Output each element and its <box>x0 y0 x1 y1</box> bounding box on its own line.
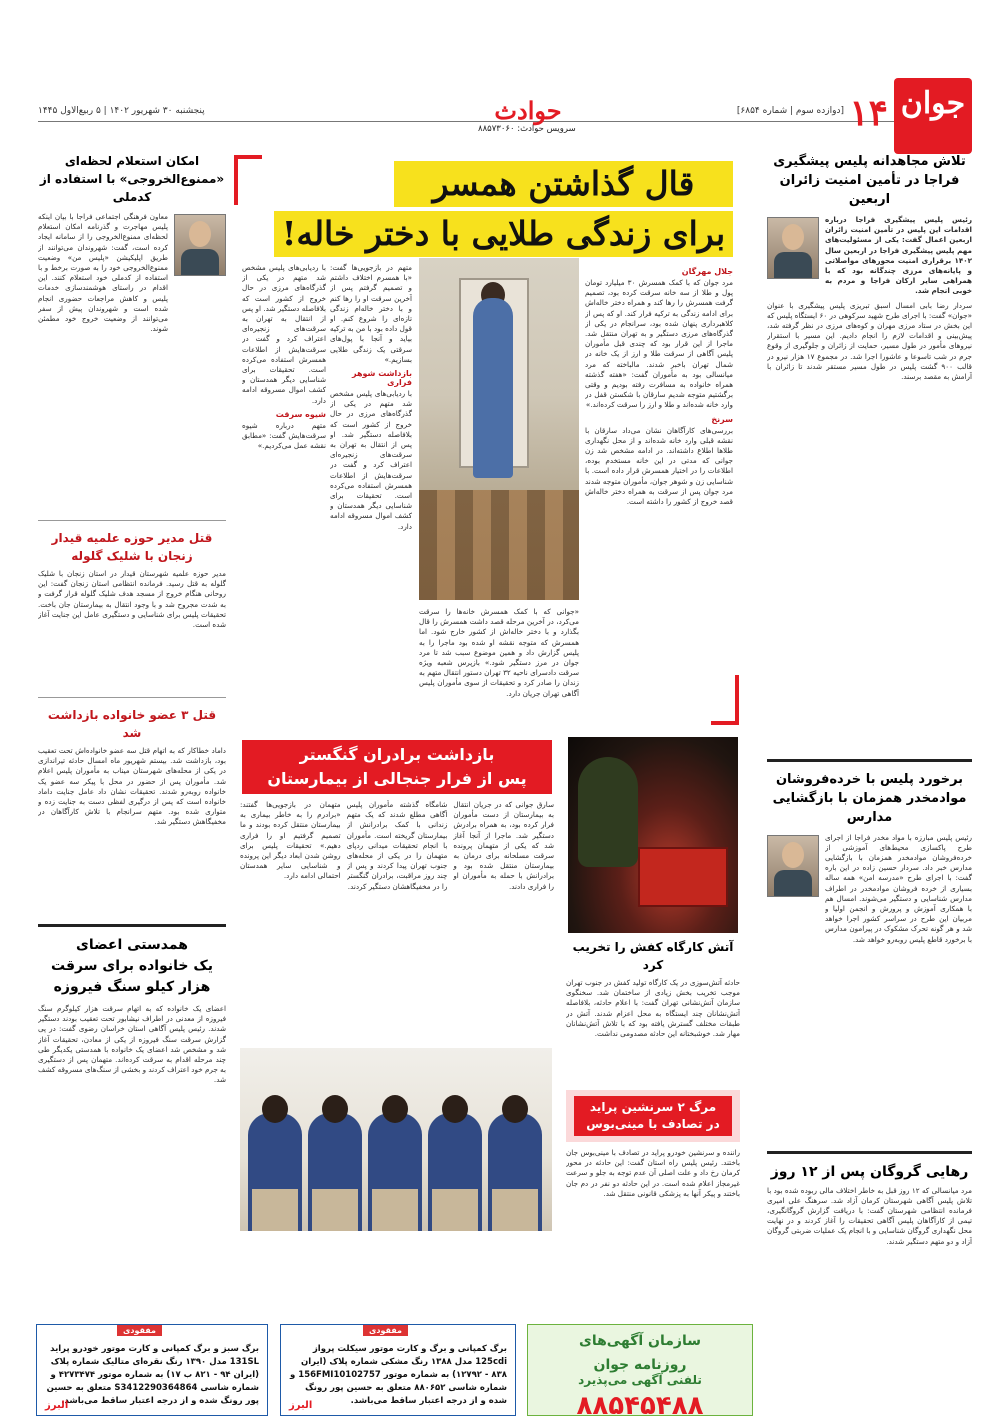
story-body: مدیر حوزه علمیه شهرستان قیدار در استان زنجان با شلیک گلوله به قتل رسید. فرمانده انتظامی استان زنجان گفت: این روحانی هنگام خروج از مسجد هدف شلیک گلوله قرار گرفت و به شدت مجروح شد و با وجود انتقال به بیمارستان جان باخت. تحقیقات پلیس برای شناسایی و دستگیری عامل این جنایت آغاز شده است. <box>38 569 226 630</box>
photo-person <box>428 1113 482 1231</box>
fire-story <box>566 938 740 1088</box>
ad-brand: البرز <box>289 1400 313 1411</box>
story-body: متهمان در بازجویی‌ها گفتند: «برادرم را به خاطر بیماری به بیمارستان منتقل کرده بودند و ما تصمیم گرفتیم او را فراری دهیم.» تحقیقات پلیس برای روشن شدن ابعاد دیگر این پرونده و شناسایی سایر همدستان احتمالی ادامه دارد. <box>239 800 341 881</box>
official-photo <box>174 214 226 276</box>
photo-chairs <box>419 490 579 600</box>
subhead: بازداشت شوهر فراری <box>352 369 412 388</box>
divider <box>38 697 226 698</box>
headline-line: مرگ ۲ سرنشین پراید <box>589 1100 717 1114</box>
advertising-agency-box <box>527 1324 753 1416</box>
story-body: شامگاه گذشته مأموران پلیس آگاهی مطلع شدند که یک متهم زندانی با کمک برادرانش از بیمارستان گریخته است. مأموران با انجام تحقیقات میدانی ردپای متهمان را در یکی از محله‌های جنوب تهران پیدا کردند و پس از چند روز مراقبت، برادران گنگستر را در مخفیگاهشان دستگیر کردند. <box>346 800 448 891</box>
agency-line: روزنامه جوان <box>593 1357 687 1373</box>
newspaper-logo <box>894 78 972 154</box>
courtroom-photo <box>419 258 579 600</box>
date-line: پنجشنبه ۳۰ شهریور ۱۴۰۲ | ۵ ربیع‌الاول ۱۴۴۵ <box>38 106 205 116</box>
story-headline: قتل مدیر حوزه علمیه قیدار زنجان با شلیک گلوله <box>51 531 213 563</box>
left-column <box>38 152 226 1232</box>
story-body: راننده و سرنشین خودرو پراید در تصادف با مینی‌بوس جان باختند. رئیس پلیس راه استان گفت: این حادثه در محور کرمان رخ داد و علت اصلی آن عدم توجه به جلو و سرعت غیرمجاز اعلام شده است. در این حادثه دو نفر در دم جان باختند و پیکر آنها به پزشکی قانونی منتقل شد. <box>566 1148 740 1198</box>
section-phone: سرویس حوادث: ۸۸۵۷۳۰۶۰ <box>478 124 576 134</box>
logo-text: جوان <box>900 86 966 121</box>
divider <box>767 1151 972 1154</box>
ad-tag: مفقودی <box>363 1325 408 1336</box>
story-body: رئیس پلیس مبارزه با مواد مخدر فراجا از اجرای طرح پاکسازی محیط‌های آموزشی از خرده‌فروشان موادمخدر همزمان با بازگشایی مدارس خبر داد. سردار حسین زاده در این باره گفت: با اجرای طرح «مدرسه امن» همه ساله بسیاری از خرده فروشان موادمخدر در اطراف مدارس شناسایی و دستگیر می‌شوند. امسال هم با همکاری آموزش و پرورش و انجمن اولیا و مربیان این طرح در سراسر کشور اجرا خواهد شد و هر گونه تحرک مشکوک در پیرامون مدارس با برخورد قاطع پلیس روبه‌رو خواهد شد. <box>825 832 972 944</box>
agency-line: سازمان آگهی‌های <box>579 1333 701 1349</box>
ad-text: برگ کمپانی و برگ و کارت موتور سیکلت پرواز 125cdi مدل ۱۳۸۸ رنگ مشکی شماره پلاک (ایران ۸۳۸ - ۱۲۷۹۲) به شماره موتور 156FMI10102757 و شماره شاسی ۸۸۰۶۵۲ متعلق به حسین پور رونگ شده و از درجه اعتبار ساقط می‌باشد. <box>290 1344 507 1406</box>
story-headline: قتل ۳ عضو خانواده بازداشت شد <box>47 708 217 740</box>
photo-person <box>308 1113 362 1231</box>
story-body: داماد خطاکار که به اتهام قتل سه عضو خانواده‌اش تحت تعقیب بود، بازداشت شد. بیستم شهریور ماه امسال حادثه تیراندازی در یکی از محله‌های شهرستان میناب به مأموران پلیس اعلام شد. مأموران پس از حضور در محل با پیکر سه عضو یک خانواده روبه‌رو شدند. تحقیقات نشان داد عامل جنایت داماد خانواده است که پس از درگیری لفظی دست به جنایت زده و متواری شده بود. متهم سرانجام با تلاش کارآگاهان در مخفیگاهش دستگیر شد. <box>38 746 226 827</box>
story-lead: رئیس پلیس پیشگیری فراجا درباره اقدامات این پلیس در تأمین امنیت زائران اربعین اعمال گفت: یکی از مسئولیت‌های مهم پلیس پیشگیری فراجا در اربعین سال ۱۴۰۲ برقراری امنیت محورهای مواصلاتی و پایانه‌های مرزی چندگانه بود که با همراهی سایر ارکان فراجا و مردم به خوبی انجام شد. <box>825 215 972 296</box>
story-headline: رهایی گروگان پس از ۱۲ روز <box>770 1163 969 1180</box>
accident-story <box>566 1090 740 1235</box>
subhead: شیوه سرقت <box>275 409 326 419</box>
subhead: سرنخ <box>711 414 733 424</box>
gang-headline <box>242 740 552 794</box>
divider <box>38 520 226 521</box>
story-body: مرد میانسالی که ۱۲ روز قبل به خاطر اختلاف مالی ربوده شده بود با تلاش پلیس آگاهی شهرستان کرمان آزاد شد. سرهنگ علی امیری فرمانده انتظامی شهرستان گفت: با دریافت گزارش گروگانگیری، تیمی از کارآگاهان پلیس آگاهی تحقیقات را آغاز کردند و در نهایت محل نگهداری گروگان شناسایی و با انجام یک عملیات ضربتی گروگان آزاد و دو متهم دستگیر شدند. <box>767 1185 972 1246</box>
feature-text: بررسی‌های کارآگاهان نشان می‌داد سارقان با نقشه قبلی وارد خانه شده‌اند و از محل نگهداری طلاها اطلاع داشته‌اند. در ادامه مشخص شد زن جوانی که مدتی در این خانه مستخدم بوده، اطلاعات را در اختیار همسرش قرار داده است. با شناسایی زن و شوهر جوان، مأموران متوجه شدند مرد جوان پس از سرقت به همراه دختر خاله‌اش قصد خروج از کشور را داشته است. <box>585 425 733 507</box>
divider <box>38 924 226 927</box>
story-body: سارق جوانی که در جریان انتقال به بیمارستان از دست مأموران فرار کرده بود، به همراه برادرش دستگیر شد. ماجرا از آنجا آغاز شد که یکی از متهمان پرونده سرقت مسلحانه برای درمان به بیمارستان منتقل شده بود و برادرانش با حمله به مأموران او را فراری دادند. <box>453 800 554 891</box>
photo-person <box>368 1113 422 1231</box>
issue-info: [دوازده سوم | شماره ۶۸۵۴] <box>736 106 844 116</box>
feature-text: مرد جوان که با کمک همسرش ۳۰ میلیارد تومان پول و طلا از سه خانه سرقت کرده بود، تصمیم گرفت همسرش را رها کند و همراه دختر خاله‌اش برای ادامه زندگی به ترکیه فرار کند. او که پس از کلاهبرداری پنهان شده بود، سرانجام در یکی از گذرگاه‌های مرزی دستگیر و به تهران منتقل شد. ماجرا از این قرار بود که چندی قبل مأموران پلیس آگاهی از سرقت طلا و ارز از یک خانه در شمال تهران باخبر شدند. مالباخته که مرد میانسالی بود به مأموران گفت: «هفته گذشته همراه خانواده به مسافرت رفته بودیم و وقتی برگشتیم متوجه شدیم سارقان با شکستن قفل در وارد خانه شده‌اند و طلا و ارز را سرقت کرده‌اند.» <box>585 278 733 410</box>
section-logo: حوادث <box>494 96 562 125</box>
story-headline <box>38 935 226 998</box>
byline: جلال مهرگان <box>681 267 733 276</box>
story-headline: امکان استعلام لحظه‌ای «ممنوع‌الخروجی» با استفاده از کدملی <box>39 154 225 204</box>
ad-text: برگ سبز و برگ کمپانی و کارت موتور خودرو پراید 131SL مدل ۱۳۹۰ رنگ نقره‌ای متالیک شماره پلاک (ایران ۹۴ - ۸۲۱ ب ۱۷) به شماره موتور ۴۲۷۳۴۷۴ و شماره شاسی S3412290364864 متعلق به حسین پور رونگ شده و از درجه اعتبار ساقط می‌باشد. <box>46 1344 259 1406</box>
photo-tree <box>578 757 638 867</box>
feature-text: متهم در بازجویی‌ها گفت: «با همسرم اختلاف داشتم و تصمیم گرفتم پس از آخرین سرقت او را رها کنم و با دختر خاله‌ام زندگی تازه‌ای را شروع کنم. او قول داده بود با من به ترکیه بیاید و آنجا با پول‌های سرقتی یک زندگی طلایی بسازیم.» <box>330 263 412 364</box>
agency-phone: ۸۸۵۴۵۴۸۸ <box>576 1391 704 1417</box>
feature-col-3 <box>242 263 326 718</box>
headline-line: همدستی اعضای <box>76 937 188 953</box>
story-body: سردار رضا بابی امسال اسبق تبریزی پلیس پیشگیری با عنوان «جوان» گفت: با اجرای طرح شهید سرکوهی در ۶۰ ایستگاه پلیس که این بخش در ستاد مرزی مهران و کوه‌های مرزی در نظر گرفته شد، پیش‌بینی و اقدامات لازم را انجام دادیم. این مسیر با استقرار نیروهای مأمور در طول مسیر، حمایت از زائران و جلوگیری از وقوع جرم در شب تاسوعا و عاشورا اجرا شد. در مجموع ۱۷ هزار نیرو در قالب ۹۰۰ گشت پلیس در طول مسیر مستقر شدند تا زائران با آرامش به مقصد برسند. <box>767 300 972 382</box>
feature-story <box>234 155 739 725</box>
feature-text: متهم درباره شیوه سرقت‌هایش گفت: «مطابق نقشه عمل می‌کردیم.» <box>242 420 326 451</box>
feature-text: «جوانی که با کمک همسرش خانه‌ها را سرقت می‌کرد، در آخرین مرحله قصد داشت همسرش را قال بگذارد و با دختر خاله‌اش از کشور خارج شود. اما همسرش که متوجه نقشه او شده بود ماجرا را به پلیس گزارش داد و همین موضوع سبب شد تا مرد جوان در مرز دستگیر شود.» بازپرس شعبه ویژه سرقت دادسرای ناحیه ۳۲ تهران دستور انتقال متهم به زندان را صادر کرد و تحقیقات از سوی مأموران پلیس آگاهی تهران جریان دارد. <box>419 607 579 698</box>
ad-tag: مفقودی <box>117 1325 162 1336</box>
police-chief-photo <box>767 217 819 279</box>
ad-brand: البرز <box>45 1400 69 1411</box>
police-chief-photo <box>767 835 819 897</box>
lost-document-ad <box>280 1324 516 1416</box>
story-headline: آتش کارگاه کفش را تخریب کرد <box>572 940 734 972</box>
story-body: اعضای یک خانواده که به اتهام سرقت هزار کیلوگرم سنگ فیروزه از معدنی در اطراف نیشابور تحت تعقیب بودند دستگیر شدند. رئیس پلیس آگاهی استان خراسان رضوی گفت: در پی گزارش سرقت سنگ فیروزه از یکی از معادن، تحقیقات آغاز شد و مشخص شد اعضای یک خانواده با همدستی یکدیگر طی چند مرحله اقدام به سرقت کرده‌اند. متهمان پس از دستگیری به جرم خود اعتراف کردند و بخشی از سنگ‌های مسروقه کشف شد. <box>38 1004 226 1085</box>
agency-line: تلفنی آگهی می‌پذیرد <box>578 1373 702 1387</box>
divider <box>767 759 972 762</box>
feature-text: با ردیابی‌های پلیس مشخص شد متهم در یکی از گذرگاه‌های مرزی در حال خروج از کشور است که بلافاصله دستگیر شد. او پس از انتقال به تهران به سرقت‌های زنجیره‌ای اعتراف کرد و گفت در سرقت‌هایش از اطلاعات همسرش استفاده می‌کرده است. تحقیقات برای شناسایی دیگر همدستان و کشف اموال مسروقه ادامه دارد. <box>242 263 326 405</box>
headline-line: بازداشت برادران گنگستر <box>299 745 495 764</box>
masthead <box>38 78 972 134</box>
photo-person <box>248 1113 302 1231</box>
lost-document-ad <box>36 1324 268 1416</box>
feature-text: با ردیابی‌های پلیس مشخص شد متهم در یکی از گذرگاه‌های مرزی در حال خروج از کشور است که بلافاصله دستگیر شد. او پس از انتقال به تهران به سرقت‌های زنجیره‌ای اعتراف کرد و گفت در سرقت‌هایش از اطلاعات همسرش استفاده می‌کرده است. تحقیقات برای شناسایی دیگر همدستان و کشف اموال مسروقه ادامه دارد. <box>330 389 412 531</box>
story-body: حادثه آتش‌سوزی در یک کارگاه تولید کفش در جنوب تهران موجب تخریب بخش زیادی از ساختمان شد. سخنگوی سازمان آتش‌نشانی تهران گفت: با اعلام حادثه، بلافاصله آتش‌نشانان چند ایستگاه به محل اعزام شدند. آتش در طبقات مختلف گسترش یافته بود که با تلاش آتش‌نشانان مهار شد. خوشبختانه این حادثه مصدومی نداشت. <box>566 978 740 1039</box>
story-headline: تلاش مجاهدانه پلیس پیشگیری فراجا در تأمین امنیت زائران اربعین <box>773 154 966 207</box>
arrested-suspects-photo <box>240 1048 552 1231</box>
decorative-bracket <box>234 155 262 205</box>
headline-line: یک خانواده برای سرقت <box>51 958 213 974</box>
headline-line: پس از فرار جنجالی از بیمارستان <box>267 769 527 788</box>
photo-person <box>488 1113 542 1231</box>
story-body: معاون فرهنگی اجتماعی فراجا با بیان اینکه پلیس مهاجرت و گذرنامه امکان استعلام لحظه‌ای ممنوع‌الخروجی را از سامانه ایجاد کرده است، گفت: شهروندان می‌توانند از طریق اپلیکیشن «پلیس من» وضعیت ممنوع‌الخروجی خود را به صورت برخط و با استفاده از کدملی خود استعلام کنند. این اقدام در راستای هوشمندسازی خدمات پلیس و کاهش مراجعات حضوری انجام شده است و شهروندان پیش از سفر می‌توانند از وضعیت خروج خود مطمئن شوند. <box>38 212 168 334</box>
headline-line: در تصادف با مینی‌بوس <box>586 1117 720 1131</box>
story-headline: برخورد پلیس با خرده‌فروشان موادمخدر همزمان با بازگشایی مدارس <box>772 771 967 825</box>
accident-headline <box>574 1096 732 1136</box>
headline-line: برای زندگی طلایی با دختر خاله! <box>274 211 733 257</box>
feature-col-1 <box>585 263 733 713</box>
photo-person <box>473 298 513 478</box>
accident-headline-box <box>566 1090 740 1142</box>
fire-photo <box>568 737 738 933</box>
feature-col-2 <box>330 263 412 718</box>
headline-line: هزار کیلو سنگ فیروزه <box>53 979 211 995</box>
right-column <box>767 152 972 1412</box>
feature-headline <box>274 161 733 261</box>
photo-firetruck <box>638 847 728 907</box>
page-number: ۱۴ <box>849 92 888 134</box>
headline-line: قال گذاشتن همسر <box>394 161 733 207</box>
